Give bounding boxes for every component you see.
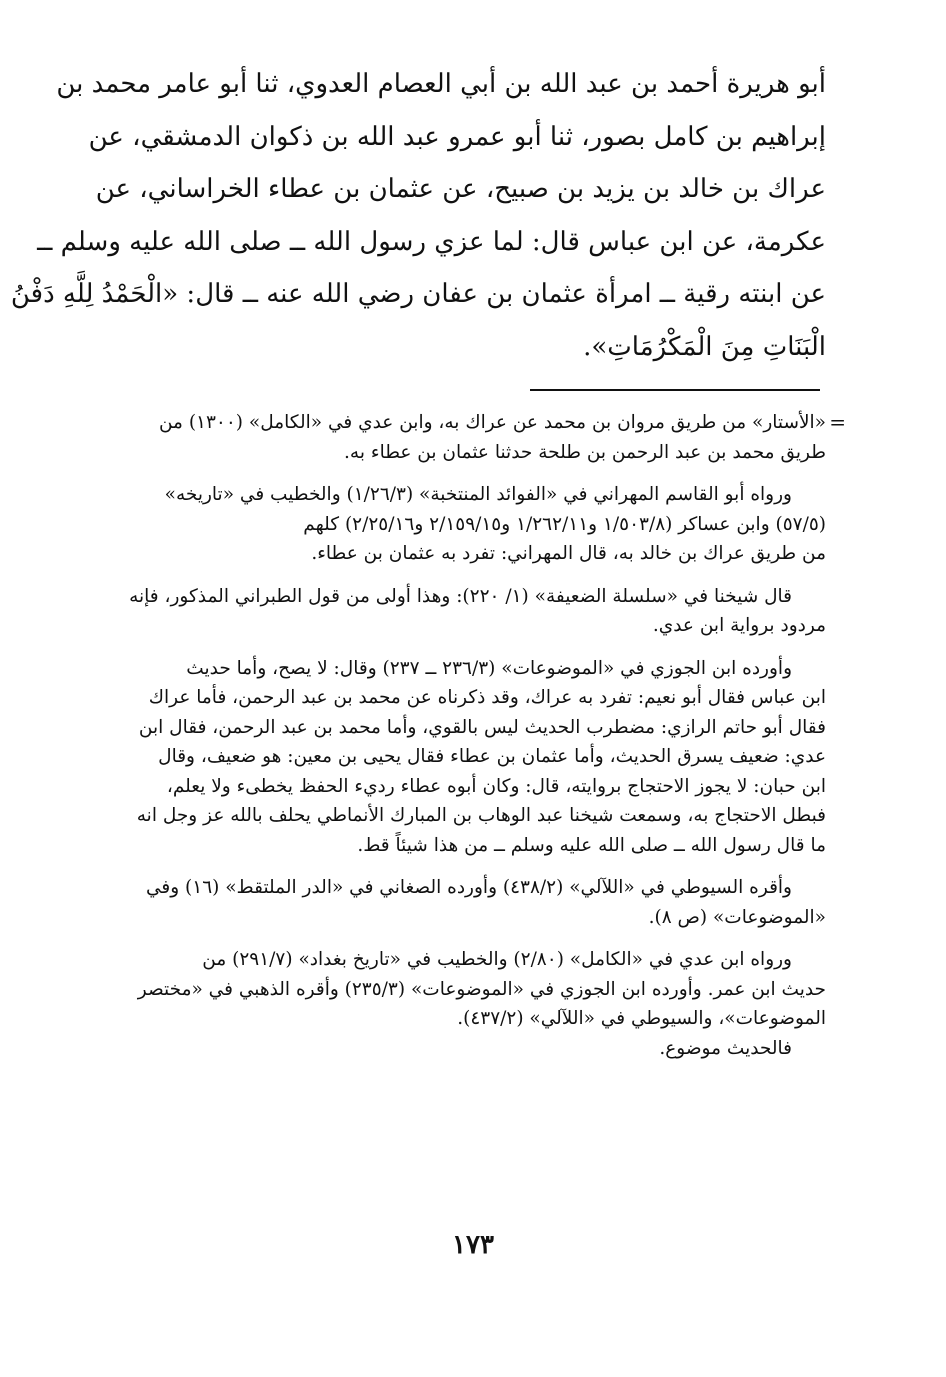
footnotes-block [126,408,846,1076]
main-text-line: عراك بن خالد بن يزيد بن صبيح، عن عثمان بن عطاء الخراساني، عن [95,174,826,204]
main-text-block [10,58,826,373]
footnote-line: فبطل الاحتجاج به، وسمعت شيخنا عبد الوهاب بن المبارك الأنماطي يحلف بالله عز وجل انه [136,805,826,826]
page-number: ١٧٣ [452,1230,494,1260]
footnote-paragraph [126,873,826,932]
footnote-line: ورواه ابن عدي في «الكامل» (٢/٨٠) والخطيب في «تاريخ بغداد» (٢٩١/٧) من [202,949,792,970]
footnote-line: من طريق عراك بن خالد به، قال المهراني: تفرد به عثمان بن عطاء. [311,543,826,564]
footnote-line: (٥٧/٥) وابن عساكر (١/٥٠٣/٨ و١/٢٦٢/١١ و٢/١٥٩/١٥ و٢/٢٥/١٦) كلهم [303,513,826,535]
footnote-line: ما قال رسول الله ــ صلى الله عليه وسلم ــ من هذا شيئاً قط. [357,834,826,856]
footnote-line: طريق محمد بن عبد الرحمن بن طلحة حدثنا عثمان بن عطاء به. [344,441,826,463]
main-text-line: عن ابنته رقية ــ امرأة عثمان بن عفان رضي الله عنه ــ قال: «الْحَمْدُ لِلَّهِ دَفْنُ [10,279,826,309]
main-text-line: أبو هريرة أحمد بن عبد الله بن أبي العصام العدوي، ثنا أبو عامر محمد بن [56,69,826,99]
footnote-line: فالحديث موضوع. [659,1037,792,1059]
footnote-line: حديث ابن عمر. وأورده ابن الجوزي في «الموضوعات» (٢٣٥/٣) وأقره الذهبي في «مختصر [137,978,826,1000]
footnote-line: ابن عباس فقال أبو نعيم: تفرد به عراك، وقد ذكرناه عن محمد بن عبد الرحمن، فأما عراك [148,687,826,708]
footnote-paragraph [126,582,826,641]
footnote-paragraph [126,945,826,1063]
footnote-line: قال شيخنا في «سلسلة الضعيفة» (١/ ٢٢٠): وهذا أولى من قول الطبراني المذكور، فإنه [129,585,792,607]
footnote-line: «الأستار» من طريق مروان بن محمد عن عراك به، وابن عدي في «الكامل» (١٣٠٠) من [158,412,826,433]
footnote-paragraph [126,480,826,569]
footnote-line: «الموضوعات» (ص ٨). [648,906,826,928]
main-text-line: الْبَنَاتِ مِنَ الْمَكْرُمَاتِ». [583,331,826,362]
continuation-mark: = [829,410,846,434]
footnote-line: ابن حبان: لا يجوز الاحتجاج بروايته، قال: وكان أبوه عطاء رديء الحفظ يخطىء ولا يعلم، [166,775,826,797]
main-text-line: عكرمة، عن ابن عباس قال: لما عزي رسول الله ــ صلى الله عليه وسلم ــ [37,226,826,257]
footnote-separator [530,389,820,391]
footnote-paragraph [126,654,826,861]
footnote-line: مردود برواية ابن عدي. [652,615,826,636]
footnote-line: عدي: ضعيف يسرق الحديث، وأما عثمان بن عطاء فقال يحيى بن معين: هو ضعيف، وقال [158,746,826,767]
footnote-line: ورواه أبو القاسم المهراني في «الفوائد المنتخبة» (١/٢٦/٣) والخطيب في «تاريخه» [164,484,792,505]
footnote-line: وأورده ابن الجوزي في «الموضوعات» (٢٣٦/٣ ــ ٢٣٧) وقال: لا يصح، وأما حديث [186,657,792,679]
main-text-line: إبراهيم بن كامل بصور، ثنا أبو عمرو عبد الله بن ذكوان الدمشقي، عن [88,121,826,152]
footnote-line: فقال أبو حاتم الرازي: مضطرب الحديث ليس بالقوي، وأما محمد بن عبد الرحمن، فقال ابن [138,716,826,738]
footnote-paragraph [126,408,846,467]
footnote-line: وأقره السيوطي في «اللآلي» (٤٣٨/٢) وأورده الصغاني في «الدر الملتقط» (١٦) وفي [145,877,792,898]
footnote-line: الموضوعات»، والسيوطي في «اللآلي» (٤٣٧/٢). [457,1008,826,1029]
